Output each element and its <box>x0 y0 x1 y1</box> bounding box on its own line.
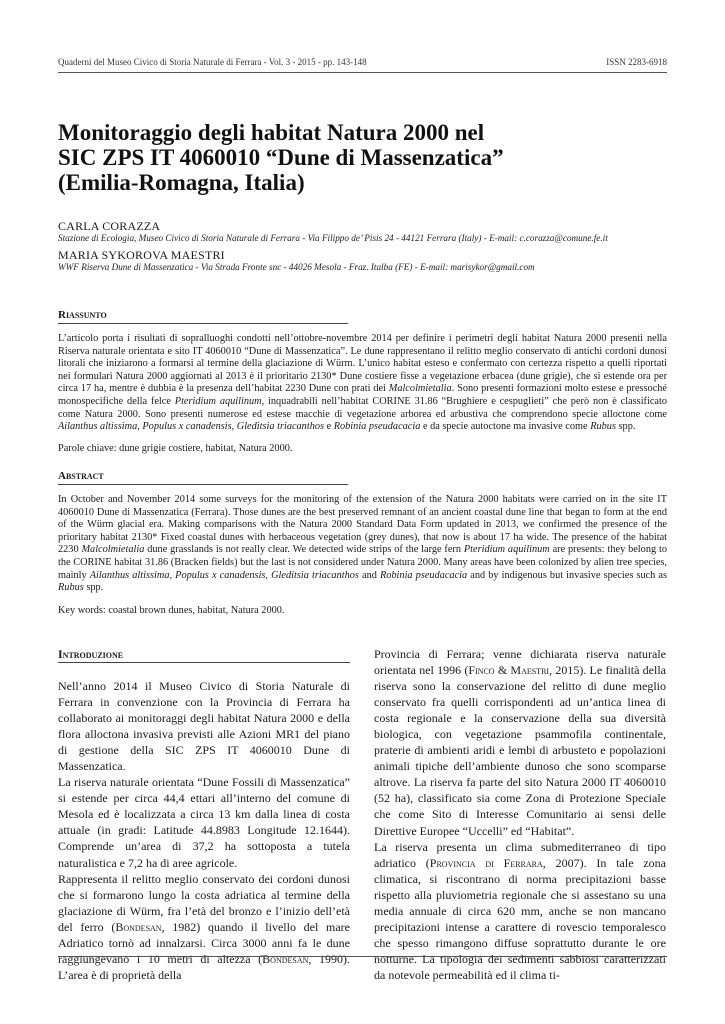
citation: Provincia di Ferrara <box>429 855 543 870</box>
riassunto-heading: Riassunto <box>58 309 107 321</box>
intro-paragraph: Rappresenta il relitto meglio conservato dei cordoni dunosi che si formarono lungo la costa adriatica al termine della glaciazione di Würm, fra l’età del bronzo e l’inizio dell’età del ferro (Bondesan, 1982) quando il livello del mare Adriatico tornò ad innalzarsi. Circa 3000 anni fa le dune raggiungevano i 10 metri di altezza (Bondesan, 1990). L’area è di proprietà della <box>58 871 350 982</box>
abstract-keywords: Key words: coastal brown dunes, habitat, Natura 2000. <box>58 605 285 616</box>
title-line-2: SIC ZPS IT 4060010 “Dune di Massenzatica” <box>58 145 504 170</box>
abstract-text: In October and November 2014 some surveys for the monitoring of the extension of the Natura 2000 habitats were carried on in the site IT 4060010 Dune di Massenzatica (Ferrara). Those dunes are the best preserved remnant of an ancient coastal dune line that began to form at the end of the Würm glacial era. Making comparisons with the Natura 2000 Standard Data Form updated in 2013, we confirmed the presence of the prioritary habitat 2130* Fixed coastal dunes with herbaceous vegetation (grey dunes), that now is about 17 ha wide. The presence of the habitat 2230 Malcolmietalia dune grasslands is not really clear. We detected wide strips of the large fern Pteridium aquilinum are presents: they belong to the CORINE habitat 31.86 (Bracken fields) but the last is not considered under Natura 2000. Many areas have been colonized by alien tree species, mainly Ailanthus altissima, Populus x canadensis, Gleditsia triacanthos and Robinia pseudacacia and by indigenous but invasive species such as Rubus spp. <box>58 494 667 594</box>
title-line-3: (Emilia-Romagna, Italia) <box>58 170 305 195</box>
intro-paragraph: La riserva presenta un clima submediterraneo di tipo adriatico (Provincia di Ferrara, 2007). In tale zona climatica, si riscontrano di norma precipitazioni basse rispetto alla pluviometria regionale che si assestano su una media annuale di circa 620 mm, anche se non mancano precipitazioni intense a carattere di rovescio temporalesco che spesso rimangono diffuse soprattutto durante le ore notturne. La tipologia dei sedimenti sabbiosi caratterizzati da notevole permeabilità ed il clima ti- <box>374 839 666 982</box>
author-affiliation: WWF Riserva Dune di Massenzatica - Via Strada Fronte snc - 44026 Mesola - Fraz. Italba (FE) - E-mail: marisykor@gmail.com <box>58 262 535 272</box>
citation: Bondesan <box>115 919 162 934</box>
abstract-rule <box>58 484 348 485</box>
journal-citation: Quaderni del Museo Civico di Storia Naturale di Ferrara - Vol. 3 - 2015 - pp. 143-148 <box>58 57 367 67</box>
header-rule <box>58 72 667 73</box>
footer-rule <box>58 956 667 957</box>
intro-paragraph: Provincia di Ferrara; venne dichiarata riserva naturale orientata nel 1996 (Finco & Maestri, 2015). Le finalità della riserva sono la conservazione del relitto di dune meglio conservato fra quelli corrispondenti ad un’antica linea di costa regionale e la conservazione della sua diversità biologica, con vegetazione psammofila continentale, praterie di ambienti aridi e lembi di arbusteto e popolazioni animali tipiche dell’ambiente dunoso che sono scomparse altrove. La riserva fa parte del sito Natura 2000 IT 4060010 (52 ha), classificato sia come Zona di Protezione Speciale che come Sito di Interesse Comunitario ai sensi delle Direttive Europee “Uccelli” ed “Habitat”. <box>374 647 666 838</box>
article-title <box>58 120 598 195</box>
intro-paragraph: La riserva naturale orientata “Dune Fossili di Massenzatica” si estende per circa 44,4 ettari all’interno del comune di Mesola ed è localizzata a circa 13 km dalla linea di costa attuale (in gradi: Latitude 44.8983 Longitude 12.1644). Comprende un’area di 37,2 ha sottoposta a tutela naturalistica e 7,2 ha di aree agricole. <box>58 775 350 870</box>
author-name: CARLA CORAZZA <box>58 219 161 233</box>
intro-paragraph: Nell’anno 2014 il Museo Civico di Storia Naturale di Ferrara in convenzione con la Provincia di Ferrara ha collaborato ai monitoraggi degli habitat Natura 2000 e della flora alloctona invasiva previsti alle Azioni MR1 del piano di gestione della SIC ZPS IT 4060010 Dune di Massenzatica. <box>58 679 350 774</box>
issn: ISSN 2283-6918 <box>606 57 667 67</box>
citation: Bondesan <box>262 951 309 966</box>
intro-right-column <box>374 646 666 983</box>
riassunto-text: L’articolo porta i risultati di sopralluoghi condotti nell’ottobre-novembre 2014 per definire i perimetri degli habitat Natura 2000 presenti nella Riserva naturale orientata e sito IT 4060010 “Dune di Massenzatica”. Le dune rappresentano il relitto meglio conservato di antichi cordoni dunosi litorali che iniziarono a formarsi al termine della glaciazione di Würm. L’unico habitat esteso e confermato con certezza rispetto a quelli riportati nei formulari Natura 2000 aggiornati al 2013 è il prioritario 2130* Dune costiere fisse a vegetazione erbacea (dune grigie), che si estende ora per circa 17 ha, mentre è dubbia è la presenza dell’habitat 2230 Dune con prati dei Malcolmietalia. Sono presenti formazioni molto estese e pressoché monospecifiche della felce Pteridium aquilinum, inquadrabili nell’habitat CORINE 31.86 “Brughiere e cespuglieti” che però non è classificato come Natura 2000. Sono presenti numerose ed estese macchie di vegetazione arborea ed arbustiva che comprendono specie alloctone come Ailanthus altissima, Populus x canadensis, Gleditsia triacanthos e Robinia pseudacacia e da specie autoctone ma invasive come Rubus spp. <box>58 333 667 433</box>
title-line-1: Monitoraggio degli habitat Natura 2000 nel <box>58 120 485 145</box>
abstract-heading: Abstract <box>58 470 104 482</box>
introduzione-heading: Introduzione <box>58 647 124 661</box>
riassunto-rule <box>58 323 348 324</box>
running-header <box>58 57 667 71</box>
author-name: MARIA SYKOROVA MAESTRI <box>58 248 225 262</box>
intro-left-column <box>58 678 350 983</box>
riassunto-keywords: Parole chiave: dune grigie costiere, habitat, Natura 2000. <box>58 443 293 454</box>
introduzione-rule <box>58 662 350 663</box>
author-affiliation: Stazione di Ecologia, Museo Civico di Storia Naturale di Ferrara - Via Filippo de’ Pisis 24 - 44121 Ferrara (Italy) - E-mail: c.corazza@comune.fe.it <box>58 233 608 243</box>
citation: Finco & Maestri <box>468 663 550 678</box>
